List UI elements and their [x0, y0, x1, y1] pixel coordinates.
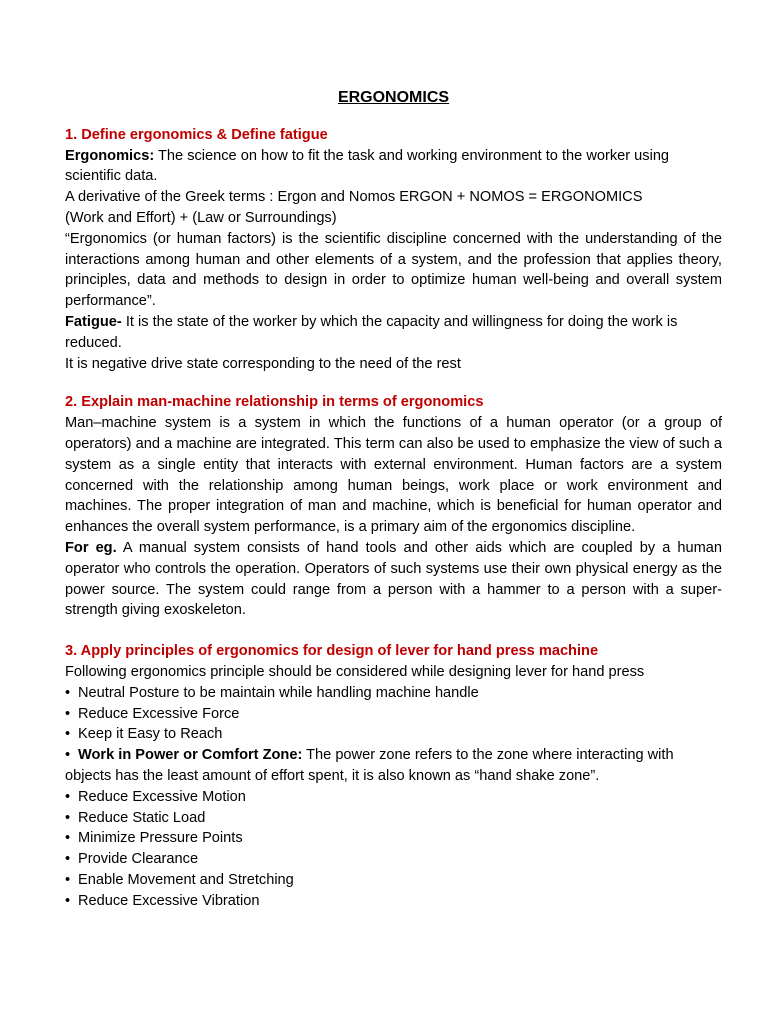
- power-zone-text: The power zone refers to the zone where interacting with objects has the least amount of effort spent, it is also known as “hand shake zone”.: [65, 747, 674, 784]
- ergonomics-label: Ergonomics:: [65, 147, 155, 164]
- list-item: • Reduce Excessive Vibration: [65, 891, 722, 912]
- list-item: • Keep it Easy to Reach: [65, 724, 722, 745]
- bullet-icon: •: [65, 684, 71, 701]
- section-1: [65, 125, 722, 375]
- section-1-heading: 1. Define ergonomics & Define fatigue: [65, 126, 328, 143]
- example-text: A manual system consists of hand tools and other aids which are coupled by a human operator who controls the operation. Operators of such systems use their own physical energy as the power source. The system could range from a person with a hammer to a person with a super-strength giving exoskeleton.: [65, 539, 722, 619]
- list-item: • Neutral Posture to be maintain while handling machine handle: [65, 683, 722, 704]
- fatigue-text: It is the state of the worker by which the capacity and willingness for doing the work is reduced.: [65, 313, 678, 351]
- document-title: ERGONOMICS: [337, 89, 450, 106]
- example-paragraph: [65, 538, 722, 621]
- bullet-icon: •: [65, 809, 71, 826]
- principles-list-a: [65, 683, 722, 745]
- ergonomics-definition: [65, 146, 722, 188]
- list-item: • Provide Clearance: [65, 849, 722, 870]
- principles-intro: Following ergonomics principle should be considered while designing lever for hand press: [65, 663, 645, 680]
- bullet-icon: •: [65, 830, 71, 847]
- bullet-icon: •: [65, 871, 71, 888]
- list-item: • Minimize Pressure Points: [65, 828, 722, 849]
- example-label: For eg.: [65, 539, 117, 556]
- man-machine-paragraph: Man–machine system is a system in which the functions of a human operator (or a group of operators) and a machine are integrated. This term can also be used to emphasize the view of such a system as a single entity that interacts with external environment. Human factors are a system concerned with the relationship among human beings, work place or work environment and machines. The proper integration of man and machine, which is beneficial for human operator and enhances the overall system performance, is a primary aim of the ergonomics discipline.: [65, 415, 722, 536]
- list-item: • Enable Movement and Stretching: [65, 870, 722, 891]
- bullet-icon: •: [65, 705, 71, 722]
- greek-derivation-line-1: A derivative of the Greek terms : Ergon and Nomos ERGON + NOMOS = ERGONOMICS: [65, 189, 643, 206]
- power-zone-item: [65, 745, 722, 787]
- bullet-icon: •: [65, 726, 71, 743]
- section-2-heading: 2. Explain man-machine relationship in terms of ergonomics: [65, 394, 484, 411]
- list-item: • Reduce Excessive Motion: [65, 787, 722, 808]
- bullet-icon: •: [65, 747, 71, 764]
- section-3: [65, 641, 722, 911]
- list-item: • Reduce Static Load: [65, 808, 722, 829]
- power-zone-label: Work in Power or Comfort Zone:: [78, 747, 303, 764]
- greek-derivation-line-2: (Work and Effort) + (Law or Surroundings): [65, 209, 337, 226]
- bullet-icon: •: [65, 851, 71, 868]
- ergonomics-text: The science on how to fit the task and working environment to the worker using scientific data.: [65, 147, 670, 185]
- ergonomics-quote: “Ergonomics (or human factors) is the scientific discipline concerned with the understanding of the interactions among human and other elements of a system, and the profession that applies theory, principles, data and methods to design in order to optimize human well-being and overall system performance”.: [65, 230, 722, 310]
- principles-list-b: [65, 787, 722, 912]
- bullet-icon: •: [65, 892, 71, 909]
- section-2: [65, 392, 722, 621]
- negative-drive-text: It is negative drive state corresponding to the need of the rest: [65, 355, 461, 372]
- fatigue-definition: [65, 312, 722, 354]
- bullet-icon: •: [65, 788, 71, 805]
- section-3-heading: 3. Apply principles of ergonomics for design of lever for hand press machine: [65, 643, 599, 660]
- list-item: • Reduce Excessive Force: [65, 704, 722, 725]
- fatigue-label: Fatigue-: [65, 313, 122, 330]
